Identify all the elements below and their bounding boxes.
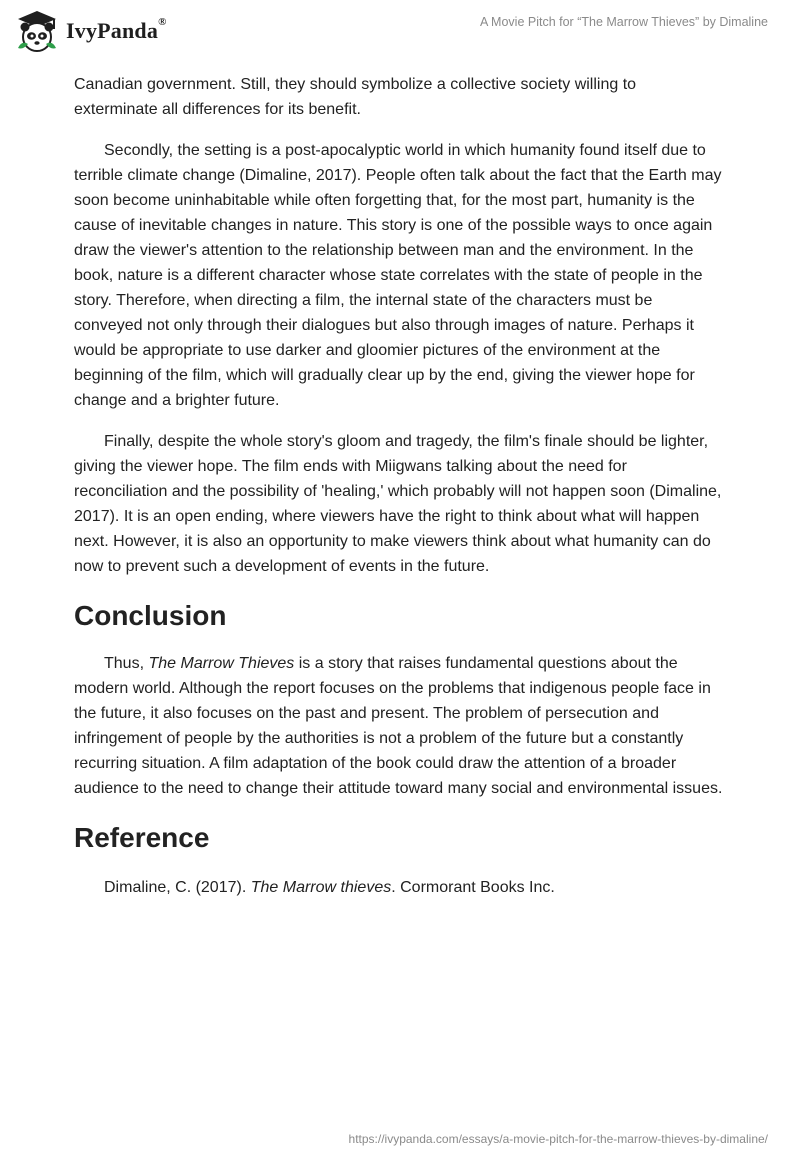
paragraph-continued: Canadian government. Still, they should symbolize a collective society willing to exterminate all differences for its benefit.: [74, 76, 637, 118]
conclusion-paragraph: Thus, The Marrow Thieves is a story that raises fundamental questions about the modern world. Although the report focuses on the problems that indigenous people face in the future, it also focuses on the past and present. The problem of persecution and infringement of people by the authorities is not a problem of the future but a constantly recurring situation. A film adaptation of the book could draw the attention of a broader audience to the need to change their attitude toward many social and environmental issues.: [74, 655, 723, 797]
reference-book-title: The Marrow thieves: [250, 879, 392, 896]
ivypanda-logo[interactable]: [14, 8, 167, 54]
paragraph-setting: Secondly, the setting is a post-apocalyptic world in which humanity found itself due to terrible climate change (Dimaline, 2017). People often talk about the fact that the Earth may soon become uninhabitable while often forgetting that, for the most part, humanity is the cause of inevitable changes in nature. This story is one of the possible ways to once again draw the viewer's attention to the relationship between man and the environment. In the book, nature is a different character whose state correlates with the state of people in the story. Therefore, when directing a film, the internal state of the characters must be conveyed not only through their dialogues but also through images of nature. Perhaps it would be appropriate to use darker and gloomier pictures of the environment at the beginning of the film, which will gradually clear up by the end, giving the viewer hope for change and a brighter future.: [74, 142, 722, 409]
book-title: The Marrow Thieves: [148, 655, 295, 672]
conclusion-heading: Conclusion: [74, 600, 227, 631]
document-title: A Movie Pitch for “The Marrow Thieves” by Dimaline: [479, 15, 768, 29]
paragraph-finale: Finally, despite the whole story's gloom and tragedy, the film's finale should be lighter, giving the viewer hope. The film ends with Miigwans talking about the need for reconciliation and the possibility of 'healing,' which probably will not happen soon (Dimaline, 2017). It is an open ending, where viewers have the right to think about what will happen next. However, it is also an opportunity to make viewers think about what humanity can do now to prevent such a development of events in the future.: [74, 433, 722, 575]
source-url[interactable]: https://ivypanda.com/essays/a-movie-pitch-for-the-marrow-thieves-by-dimaline/: [348, 1132, 768, 1146]
brand-name: IvyPanda®: [66, 16, 167, 43]
reference-heading: Reference: [74, 822, 210, 853]
reference-entry: Dimaline, C. (2017). The Marrow thieves. Cormorant Books Inc.: [104, 879, 555, 896]
panda-graduate-icon: [14, 8, 60, 54]
page-header: [0, 0, 800, 64]
essay-body: [74, 72, 724, 916]
